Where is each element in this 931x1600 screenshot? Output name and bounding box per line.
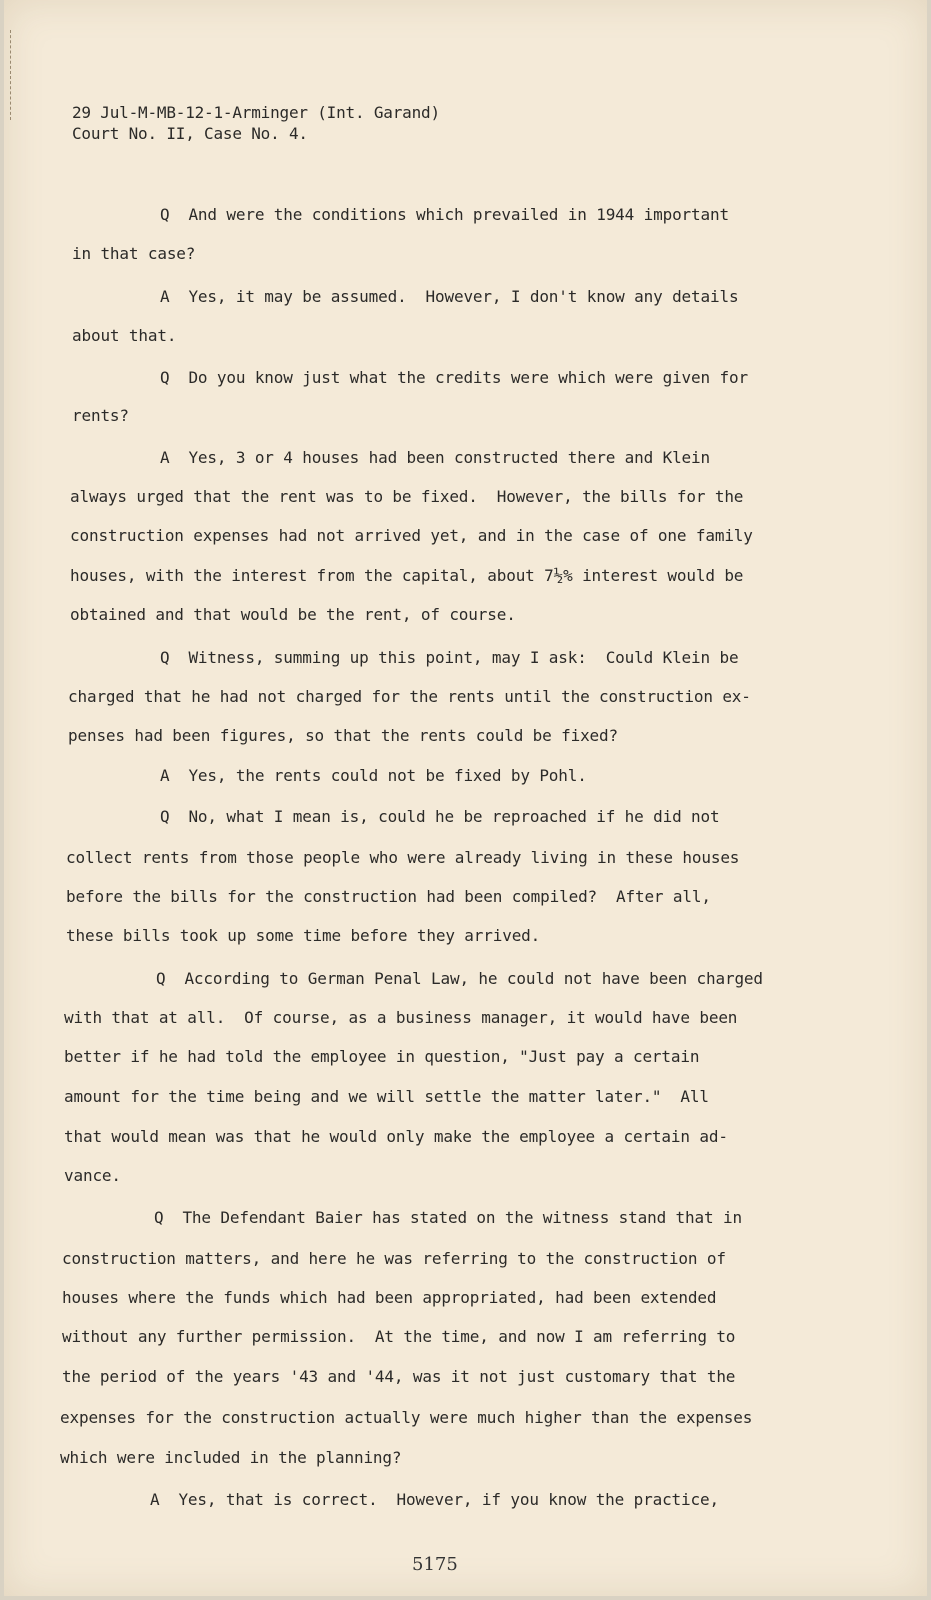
text-line: rents?	[72, 406, 129, 425]
text-line: collect rents from those people who were already living in these houses	[66, 848, 740, 867]
text-line: vance.	[64, 1166, 121, 1185]
text-line: always urged that the rent was to be fixed. However, the bills for the	[70, 487, 744, 506]
text-line: charged that he had not charged for the rents until the construction ex-	[68, 687, 751, 706]
text-line: construction expenses had not arrived yet, and in the case of one family	[70, 526, 753, 545]
text-line: construction matters, and here he was referring to the construction of	[62, 1249, 726, 1268]
text-line: A Yes, 3 or 4 houses had been constructed there and Klein	[160, 448, 711, 467]
text-line: Q The Defendant Baier has stated on the witness stand that in	[154, 1208, 742, 1227]
document-page	[4, 0, 927, 1596]
text-line: A Yes, that is correct. However, if you know the practice,	[150, 1490, 719, 1509]
text-line: Q According to German Penal Law, he could not have been charged	[156, 969, 763, 988]
page-number: 5175	[412, 1554, 458, 1575]
text-line: in that case?	[72, 244, 196, 263]
text-line: that would mean was that he would only make the employee a certain ad-	[64, 1127, 728, 1146]
text-line: with that at all. Of course, as a business manager, it would have been	[64, 1008, 738, 1027]
punch-hole-marks	[10, 30, 13, 120]
text-line: penses had been figures, so that the rents could be fixed?	[68, 726, 619, 745]
text-line: Q Witness, summing up this point, may I ask: Could Klein be	[160, 648, 739, 667]
text-line: Q Do you know just what the credits were which were given for	[160, 368, 748, 387]
header-line-2: Court No. II, Case No. 4.	[72, 124, 308, 143]
text-line: which were included in the planning?	[60, 1448, 402, 1467]
text-line: amount for the time being and we will settle the matter later." All	[64, 1087, 709, 1106]
text-line: before the bills for the construction had been compiled? After all,	[66, 887, 711, 906]
text-line: A Yes, it may be assumed. However, I don't know any details	[160, 287, 739, 306]
text-line: expenses for the construction actually were much higher than the expenses	[60, 1408, 753, 1427]
text-line: Q And were the conditions which prevailed in 1944 important	[160, 205, 729, 224]
text-line: Q No, what I mean is, could he be reproached if he did not	[160, 807, 720, 826]
text-line: without any further permission. At the time, and now I am referring to	[62, 1327, 736, 1346]
header-line-1: 29 Jul-M-MB-12-1-Arminger (Int. Garand)	[72, 103, 440, 122]
text-line: A Yes, the rents could not be fixed by Pohl.	[160, 766, 587, 785]
text-line: houses where the funds which had been appropriated, had been extended	[62, 1288, 717, 1307]
text-line: these bills took up some time before they arrived.	[66, 926, 541, 945]
text-line: about that.	[72, 326, 177, 345]
text-line: the period of the years '43 and '44, was it not just customary that the	[62, 1367, 736, 1386]
text-line: better if he had told the employee in question, "Just pay a certain	[64, 1047, 700, 1066]
text-line: obtained and that would be the rent, of course.	[70, 605, 516, 624]
text-line: houses, with the interest from the capital, about 7½% interest would be	[70, 566, 744, 585]
